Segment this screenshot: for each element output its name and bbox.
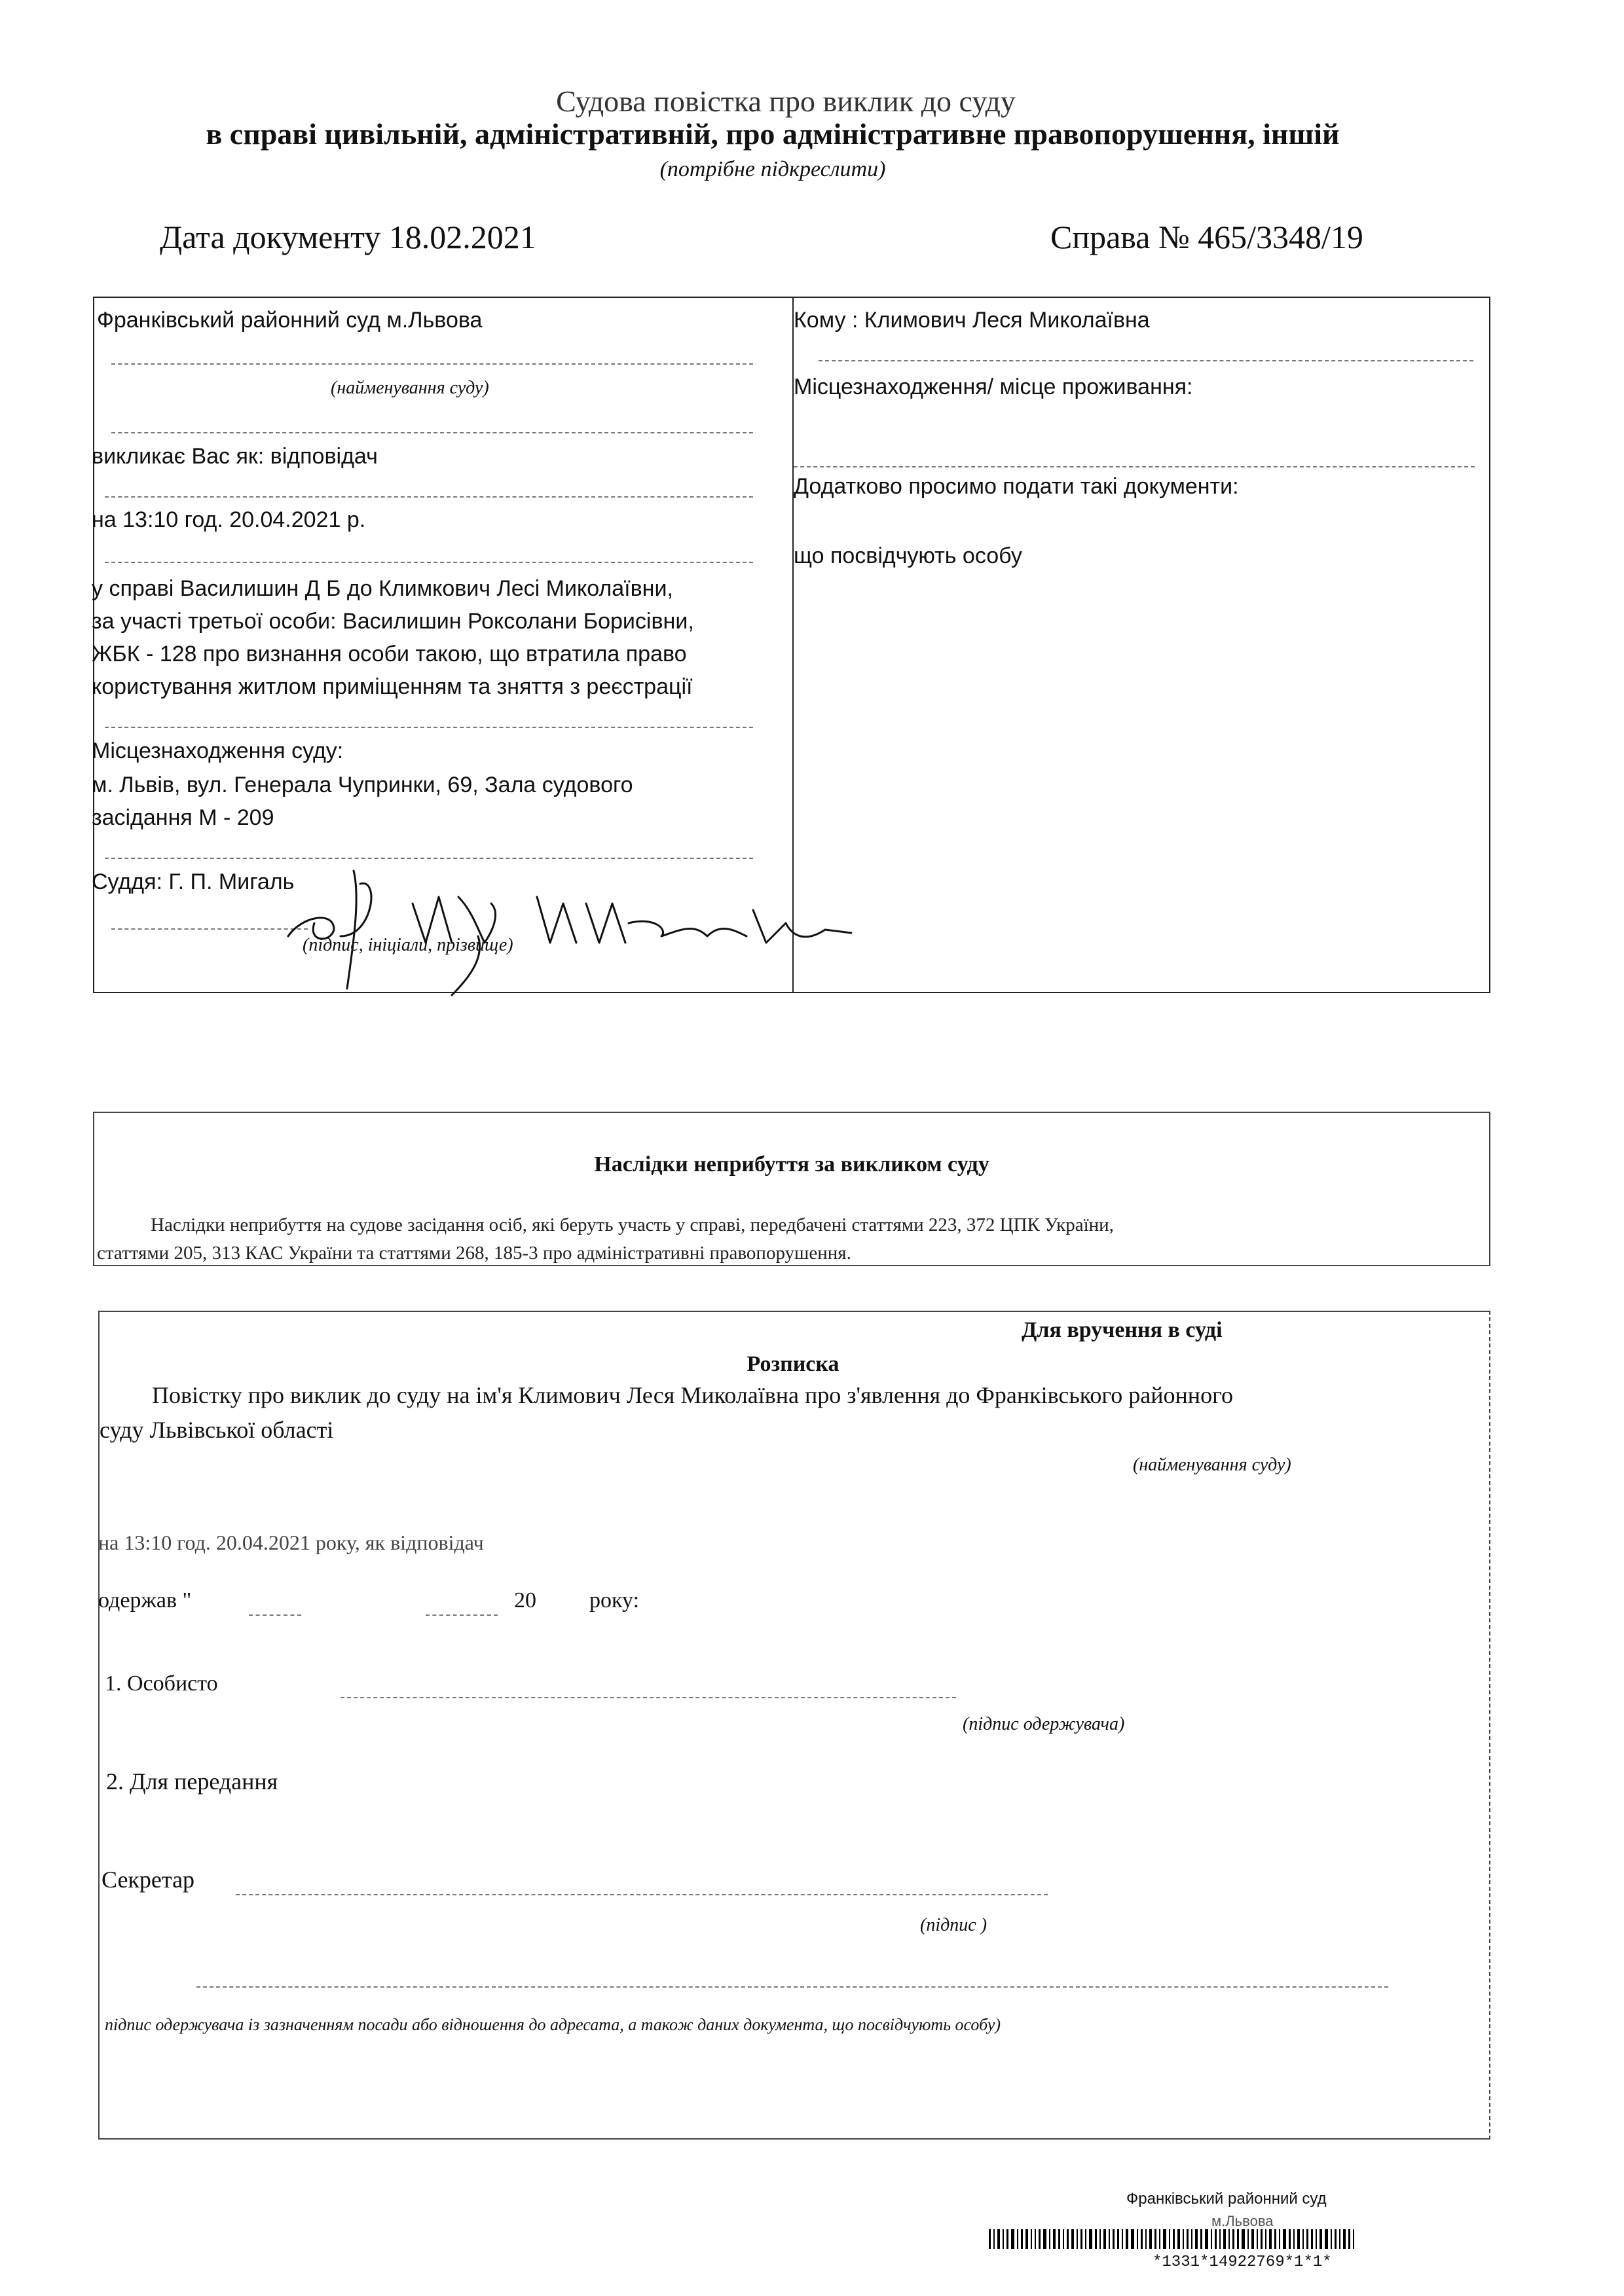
stamp-line: м.Львова [1211, 2213, 1274, 2229]
court-location-label: Місцезнаходження суду: [92, 738, 344, 763]
barcode-bar [1195, 2229, 1198, 2249]
barcode-bar [1126, 2229, 1128, 2249]
barcode-bar [1095, 2229, 1097, 2249]
barcode-bar [1200, 2229, 1202, 2249]
barcode-bar [1191, 2229, 1192, 2249]
barcode-bar [1058, 2229, 1060, 2249]
barcode-bar [1265, 2229, 1266, 2249]
barcode-bar [1063, 2229, 1064, 2249]
receipt-line: Повістку про виклик до суду на ім'я Климович Леся Миколаївна про з'явлення до Франківського районного [152, 1382, 1233, 1408]
barcode-bar [1232, 2229, 1234, 2249]
barcode-bar [1003, 2229, 1004, 2249]
court-location-line: засідання М - 209 [92, 805, 274, 830]
received-label: одержав " [98, 1588, 192, 1613]
barcode-bar [1011, 2229, 1014, 2249]
divider-line [111, 432, 753, 433]
barcode-bar [1131, 2229, 1134, 2249]
barcode-bar [1159, 2229, 1160, 2249]
secretary-sign-caption: (підпис ) [920, 1915, 987, 1935]
case-description-line: за участі третьої особи: Василишин Роксолани Борисівни, [92, 609, 694, 634]
barcode-bar [1247, 2229, 1249, 2249]
barcode-bar [1109, 2229, 1110, 2249]
court-name: Франківський районний суд м.Львова [97, 308, 483, 333]
barcode-bar [1283, 2229, 1286, 2249]
barcode-bar [1353, 2229, 1354, 2249]
barcode-text: *1331*14922769*1*1* [1153, 2253, 1332, 2271]
barcode-bar [1228, 2229, 1230, 2249]
barcode-bar [1025, 2229, 1028, 2249]
barcode-bar [1149, 2229, 1152, 2249]
document-date: Дата документу 18.02.2021 [160, 219, 536, 255]
barcode-bar [993, 2229, 995, 2249]
barcode-bar [1187, 2229, 1189, 2249]
blank-line [196, 1986, 1388, 1988]
barcode-bar [1017, 2229, 1018, 2249]
barcode-bar [1039, 2229, 1041, 2249]
receipt-time-line: на 13:10 год. 20.04.2021 року, як відповідач [98, 1531, 484, 1554]
barcode-bar [1320, 2229, 1322, 2249]
year-prefix: 20 [514, 1588, 536, 1613]
barcode-bar [1169, 2229, 1170, 2249]
barcode-bar [1316, 2229, 1317, 2249]
blank-line [341, 1697, 956, 1698]
title-note: (потрібне підкреслити) [659, 157, 886, 181]
barcode-bar [1223, 2229, 1226, 2249]
barcode-bar [1113, 2229, 1115, 2249]
barcode-bar [1006, 2229, 1008, 2249]
judge-signature [262, 845, 877, 1002]
barcode-bar [1293, 2229, 1295, 2249]
barcode-bar [1297, 2229, 1300, 2249]
barcode-bar [1219, 2229, 1221, 2249]
barcode-bar [1071, 2229, 1074, 2249]
barcode-bar [1261, 2229, 1263, 2249]
receipt-title: Розписка [747, 1352, 840, 1376]
title-line-2: в справі цивільній, адміністративній, про адміністративне правопорушення, іншій [206, 117, 1340, 151]
barcode-bar [1269, 2229, 1272, 2249]
barcode-bar [1205, 2229, 1208, 2249]
blank-line [236, 1894, 1048, 1895]
barcode-bar [1099, 2229, 1101, 2249]
barcode-bar [1035, 2229, 1036, 2249]
court-location-line: м. Львів, вул. Генерала Чупринки, 69, Зала судового [92, 773, 633, 797]
barcode-bar [1335, 2229, 1337, 2249]
barcode-bar [1331, 2229, 1332, 2249]
receiver-sign-caption: (підпис одержувача) [963, 1714, 1125, 1734]
summons-role: викликає Вас як: відповідач [92, 444, 378, 469]
barcode-bar [1348, 2229, 1350, 2249]
barcode-bar [989, 2229, 991, 2249]
barcode-bar [1177, 2229, 1180, 2249]
barcode-bar [1053, 2229, 1056, 2249]
barcode-bar [1103, 2229, 1106, 2249]
consequences-line: Наслідки неприбуття на судове засідання осіб, які беруть участь у справі, передбачені статтями 223, 372 ЦПК України, [151, 1214, 1114, 1235]
recipient: Кому : Климович Леся Миколаївна [794, 308, 1150, 333]
blank-line [426, 1614, 498, 1616]
barcode-bar [997, 2229, 1000, 2249]
barcode-bar [1257, 2229, 1258, 2249]
barcode-bar [1306, 2229, 1308, 2249]
barcode-bar [1173, 2229, 1175, 2249]
secretary-label: Секретар [101, 1867, 195, 1893]
barcode-bar [1279, 2229, 1280, 2249]
judge-name: Суддя: Г. П. Мигаль [92, 869, 295, 894]
barcode-bar [1043, 2229, 1046, 2249]
barcode-bar [1080, 2229, 1082, 2249]
barcode-bar [1067, 2229, 1069, 2249]
divider-line [794, 466, 1475, 467]
divider-line [819, 360, 1473, 361]
barcode-bar [1031, 2229, 1032, 2249]
barcode-bar [1049, 2229, 1050, 2249]
barcode-bar [1183, 2229, 1184, 2249]
barcode-bar [1089, 2229, 1092, 2249]
barcode-bar [1163, 2229, 1166, 2249]
divider-line [111, 363, 753, 365]
barcode-bar [1021, 2229, 1023, 2249]
divider-line [105, 496, 753, 498]
year-suffix: року: [589, 1588, 640, 1613]
barcode-bar [1242, 2229, 1245, 2249]
barcode-bar [1325, 2229, 1328, 2249]
for-court-label: Для вручення в суді [1022, 1318, 1223, 1342]
barcode-bar [1085, 2229, 1086, 2249]
case-description-line: у справі Василишин Д Б до Климкович Лесі Миколаївни, [92, 576, 673, 601]
divider-line [105, 562, 753, 563]
receipt-footer-note: підпис одержувача із зазначенням посади або відношення до адресата, а також даних документа, що посвідчують особу) [105, 2015, 1001, 2034]
title-line-1: Судова повістка про виклик до суду [556, 84, 1016, 118]
barcode-bar [1145, 2229, 1147, 2249]
case-number: Справа № 465/3348/19 [1050, 219, 1363, 255]
barcode-bar [1343, 2229, 1346, 2249]
barcode-bar [1237, 2229, 1239, 2249]
recipient-location-label: Місцезнаходження/ місце проживання: [794, 374, 1193, 399]
barcode-bar [1289, 2229, 1291, 2249]
receipt-line: суду Львівської області [100, 1417, 334, 1443]
barcode-bar [1117, 2229, 1119, 2249]
consequences-line: статтями 205, 313 КАС України та статтями 268, 185-3 про адміністративні правопорушення. [97, 1243, 851, 1264]
hearing-time: на 13:10 год. 20.04.2021 р. [92, 507, 366, 532]
stamp-line: Франківський районний суд [1126, 2190, 1327, 2208]
personally-label: 1. Особисто [105, 1671, 218, 1696]
court-name-caption: (найменування суду) [331, 378, 489, 398]
consequences-title: Наслідки неприбуття за викликом суду [594, 1152, 989, 1176]
barcode-bar [1339, 2229, 1340, 2249]
barcode [989, 2229, 1486, 2249]
required-docs: що посвідчують особу [794, 543, 1022, 568]
additional-docs-label: Додатково просимо подати такі документи: [794, 474, 1239, 499]
barcode-bar [1141, 2229, 1143, 2249]
barcode-bar [1311, 2229, 1313, 2249]
barcode-bar [1274, 2229, 1276, 2249]
barcode-bar [1251, 2229, 1254, 2249]
barcode-bar [1077, 2229, 1078, 2249]
barcode-bar [1154, 2229, 1156, 2249]
barcode-bar [1122, 2229, 1123, 2249]
signature-caption: (підпис, ініціали, прізвище) [303, 935, 513, 955]
court-name-caption: (найменування суду) [1133, 1455, 1291, 1475]
barcode-bar [1137, 2229, 1138, 2249]
divider-line [105, 727, 753, 728]
case-description-line: ЖБК - 128 про визнання особи такою, що втратила право [92, 642, 687, 666]
barcode-bar [1215, 2229, 1217, 2249]
case-description-line: користування житлом приміщенням та зняття з реєстрації [92, 674, 693, 699]
for-transfer-label: 2. Для передання [106, 1768, 278, 1795]
blank-line [249, 1614, 301, 1616]
barcode-bar [1211, 2229, 1212, 2249]
barcode-bar [1302, 2229, 1304, 2249]
